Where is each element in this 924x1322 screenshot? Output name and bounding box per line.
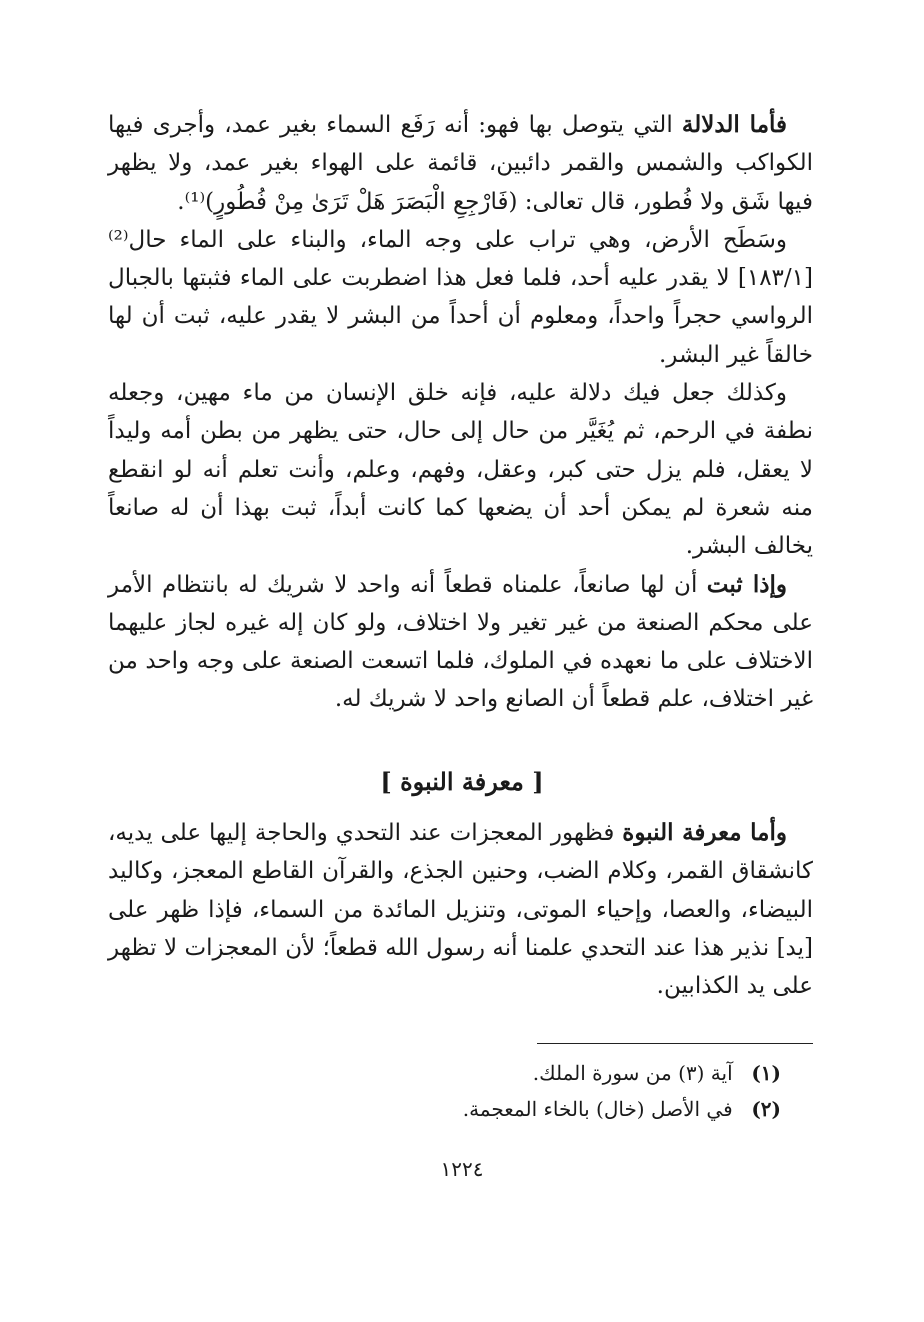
- paragraph-sky-proof: [108, 106, 813, 221]
- footnotes: [108, 1055, 781, 1127]
- paragraph-text: أن لها صانعاً، علمناه قطعاً أنه واحد لا شريك له بانتظام الأمر على محكم الصنعة من غير تغير ولا اختلاف، ولو كان إله غيره لجاز عليهما الاختلاف على ما نعهده في الملوك، فلما اتسعت الصنعة على وجه واحد من غير اختلاف، علم قطعاً أن الصانع واحد لا شريك له.: [108, 571, 813, 713]
- paragraph-lead: وأما معرفة النبوة: [622, 819, 787, 846]
- page-number: ١٢٢٤: [440, 1157, 484, 1181]
- section-heading: [ معرفة النبوة ]: [380, 767, 544, 796]
- paragraph-text: وكذلك جعل فيك دلالة عليه، فإنه خلق الإنسان من ماء مهين، وجعله نطفة في الرحم، ثم يُغَيَّر من حال إلى حال، حتى يظهر من بطن أمه وليداً لا يعقل، فلم يزل حتى كبر، وعقل، وفهم، وعلم، وأنت تعلم أنه لو انقطع منه شعرة لم يمكن أحد أن يضعها كما كانت أبداً، ثبت بهذا أن له صانعاً يخالف البشر.: [108, 380, 813, 560]
- footnote-text: في الأصل (خال) بالخاء المعجمة.: [462, 1097, 733, 1121]
- paragraph-text: التي يتوصل بها فهو: أنه رَفَع السماء بغير عمد، وأجرى فيها الكواكب والشمس والقمر دائبين، قائمة على الهواء بغير عمد، ولا يظهر فيها شَق ولا فُطور، قال تعالى: (فَارْجِعِ الْبَصَرَ هَلْ تَرَىٰ مِنْ فُطُورٍ)⁽¹⁾.: [108, 112, 814, 215]
- paragraph-prophethood: [108, 814, 813, 1005]
- section-text: [108, 814, 813, 1005]
- paragraph-lead: فأما الدلالة: [681, 111, 788, 138]
- footnote-item: [108, 1091, 781, 1127]
- footnote-number: (١): [751, 1061, 781, 1085]
- footnote-item: [108, 1055, 781, 1091]
- paragraph-text: فظهور المعجزات عند التحدي والحاجة إليها على يديه، كانشقاق القمر، وكلام الضب، وحنين الجذع، والقرآن القاطع المعجز، وكاليد البيضاء، والعصا، وإحياء الموتى، وتنزيل المائدة من السماء، فإذا ظهر على [يد] نذير هذا عند التحدي علمنا أنه رسول الله قطعاً؛ لأن المعجزات لا تظهر على يد الكذابين.: [108, 820, 813, 1000]
- paragraph-human-proof: [108, 374, 813, 565]
- paragraph-lead: وإذا ثبت: [706, 570, 787, 598]
- paragraph-oneness-proof: [108, 566, 813, 719]
- footnote-divider: [537, 1043, 813, 1044]
- main-text: [108, 106, 813, 719]
- paragraph-text: وسَطَح الأرض، وهي تراب على وجه الماء، والبناء على الماء حال⁽²⁾ [١٨٣/١] لا يقدر عليه أحد، فلما فعل هذا اضطربت على الماء فثبتها بالجبال الرواسي حجراً واحداً، ومعلوم أن أحداً من البشر لا يقدر عليه، ثبت أن لها خالقاً غير البشر.: [108, 226, 813, 368]
- paragraph-earth-proof: [108, 221, 813, 374]
- footnote-text: آية (٣) من سورة الملك.: [532, 1061, 733, 1085]
- footnote-number: (٢): [751, 1097, 781, 1121]
